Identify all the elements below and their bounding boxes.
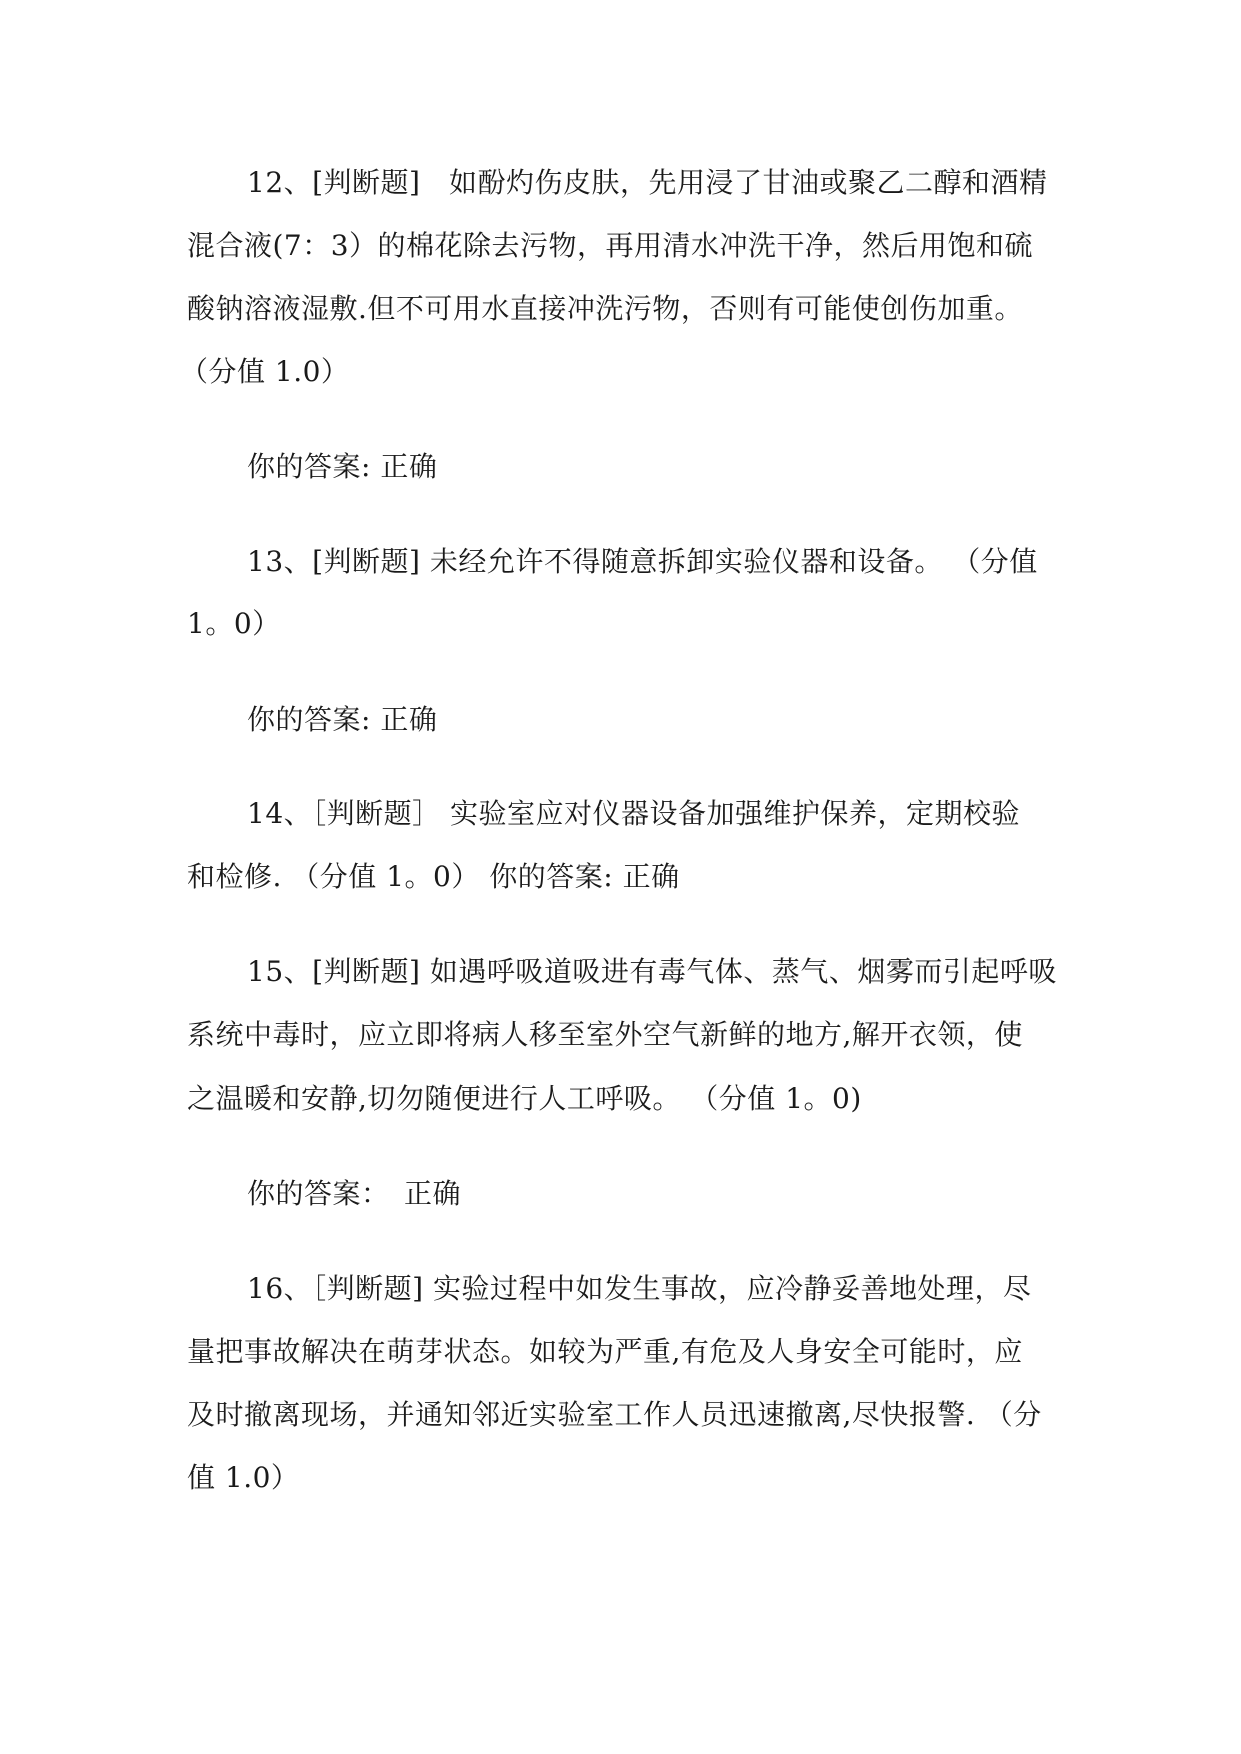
q13-text-line-1: 13、[判断题] 未经允许不得随意拆卸实验仪器和设备。 （分值 xyxy=(247,545,1038,578)
q16-text-line-3: 及时撤离现场，并通知邻近实验室工作人员迅速撤离,尽快报警. （分 xyxy=(187,1398,1042,1431)
q15-text-line-3: 之温暖和安静,切勿随便进行人工呼吸。 （分值 1。0) xyxy=(187,1082,862,1115)
q16-text-line-1: 16、［判断题] 实验过程中如发生事故，应冷静妥善地处理，尽 xyxy=(247,1272,1032,1305)
q12-text-line-3: 酸钠溶液湿敷.但不可用水直接冲洗污物，否则有可能使创伤加重。 xyxy=(187,292,1023,325)
q15-text-line-2: 系统中毒时，应立即将病人移至室外空气新鲜的地方,解开衣领，使 xyxy=(187,1018,1023,1051)
q16-text-line-2: 量把事故解决在萌芽状态。如较为严重,有危及人身安全可能时，应 xyxy=(187,1335,1023,1368)
q15-answer: 你的答案： 正确 xyxy=(247,1177,462,1210)
q14-text-line-2: 和检修. （分值 1。0） 你的答案: 正确 xyxy=(187,860,680,893)
q12-score: （分值 1.0） xyxy=(180,355,350,388)
q13-answer: 你的答案: 正确 xyxy=(247,703,438,736)
q12-text-line-2: 混合液(7：3）的棉花除去污物，再用清水冲洗干净，然后用饱和硫 xyxy=(187,229,1034,262)
q15-text-line-1: 15、[判断题] 如遇呼吸道吸进有毒气体、蒸气、烟雾而引起呼吸 xyxy=(247,955,1057,988)
q12-answer: 你的答案: 正确 xyxy=(247,450,438,483)
q13-text-line-2: 1。0） xyxy=(187,607,281,640)
q16-text-line-4: 值 1.0） xyxy=(187,1461,300,1494)
q12-text-line-1: 12、[判断题] 如酚灼伤皮肤，先用浸了甘油或聚乙二醇和酒精 xyxy=(247,166,1048,199)
q14-text-line-1: 14、［判断题］ 实验室应对仪器设备加强维护保养，定期校验 xyxy=(247,797,1021,830)
